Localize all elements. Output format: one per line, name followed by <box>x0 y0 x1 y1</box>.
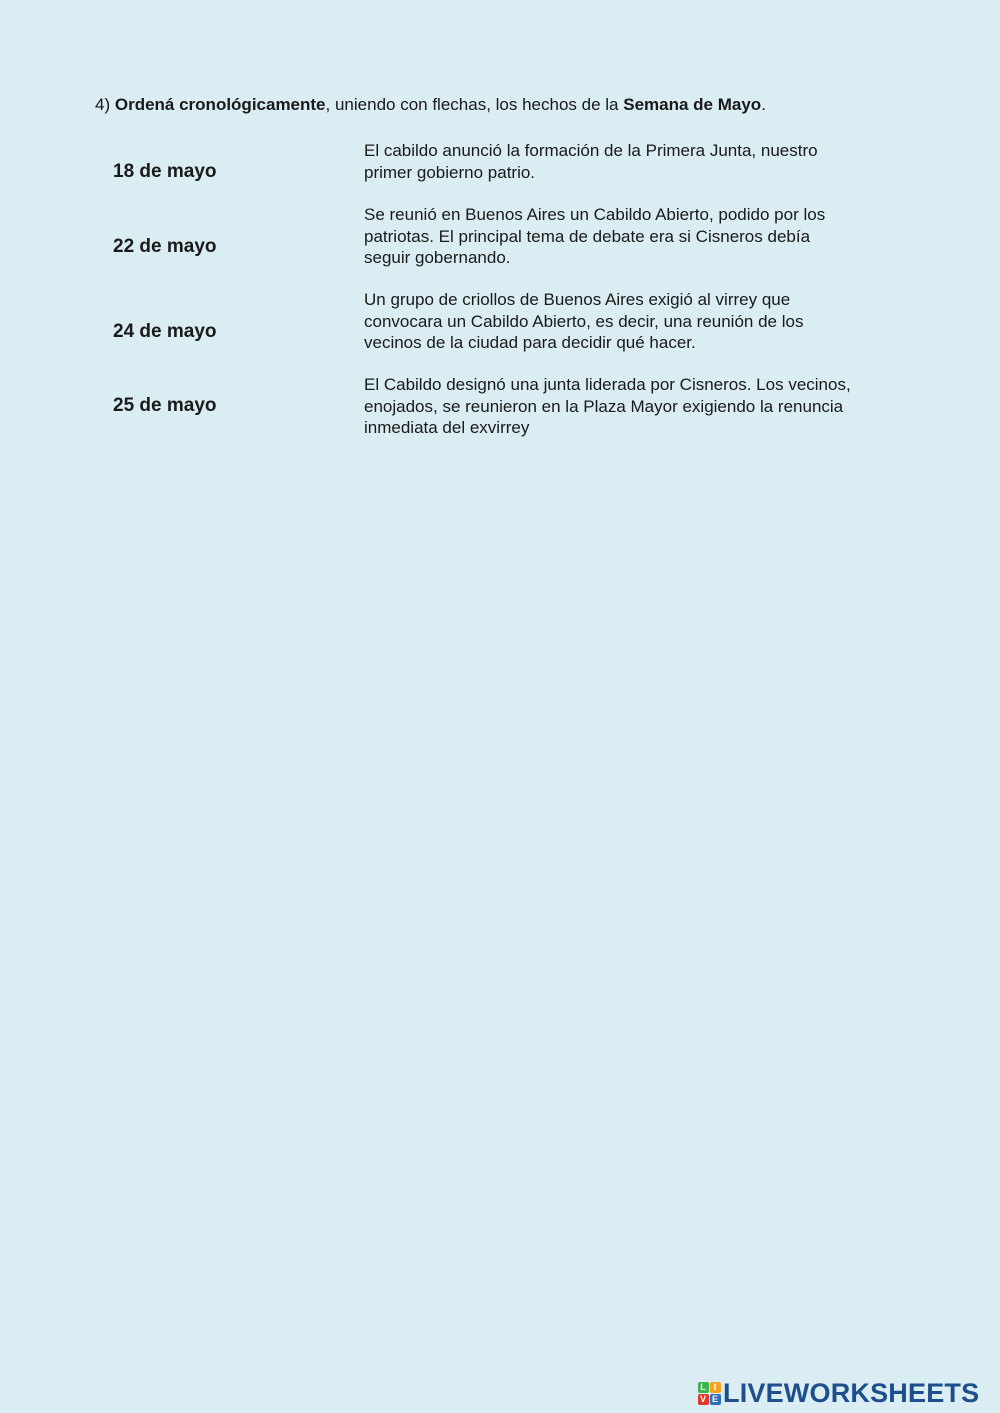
liveworksheets-logo <box>697 1378 979 1408</box>
logo-cell: V <box>698 1394 709 1405</box>
event-description[interactable]: Se reunió en Buenos Aires un Cabildo Abierto, podido por los patriotas. El principal tema de debate era si Cisneros debía seguir gobernando. <box>364 205 826 267</box>
logo-cell: L <box>698 1382 709 1393</box>
event-description[interactable]: Un grupo de criollos de Buenos Aires exigió al virrey que convocara un Cabildo Abierto, es decir, una reunión de los vecinos de la ciudad para decidir qué hacer. <box>364 290 804 352</box>
date-label[interactable]: 25 de mayo <box>113 395 217 416</box>
instruction-emphasis-order: Ordená cronológicamente <box>114 95 326 114</box>
instruction-text <box>95 94 766 116</box>
liveworksheets-logo-text: LIVEWORKSHEETS <box>723 1378 980 1408</box>
event-description[interactable]: El Cabildo designó una junta liderada por Cisneros. Los vecinos, enojados, se reunieron en la Plaza Mayor exigiendo la renuncia inmediata del exvirrey <box>364 375 851 437</box>
date-label[interactable]: 24 de mayo <box>113 321 217 342</box>
event-description[interactable]: El cabildo anunció la formación de la Primera Junta, nuestro primer gobierno patrio. <box>364 141 818 182</box>
date-label[interactable]: 22 de mayo <box>113 236 217 257</box>
instruction-end: . <box>761 95 766 114</box>
instruction-middle-text: , uniendo con flechas, los hechos de la <box>325 95 624 114</box>
instruction-number: 4) <box>95 95 111 114</box>
date-label[interactable]: 18 de mayo <box>113 161 217 182</box>
instruction-emphasis-week: Semana de Mayo <box>623 95 762 114</box>
logo-cell: I <box>710 1382 721 1393</box>
logo-cell: E <box>710 1394 721 1405</box>
liveworksheets-logo-icon <box>697 1381 721 1405</box>
